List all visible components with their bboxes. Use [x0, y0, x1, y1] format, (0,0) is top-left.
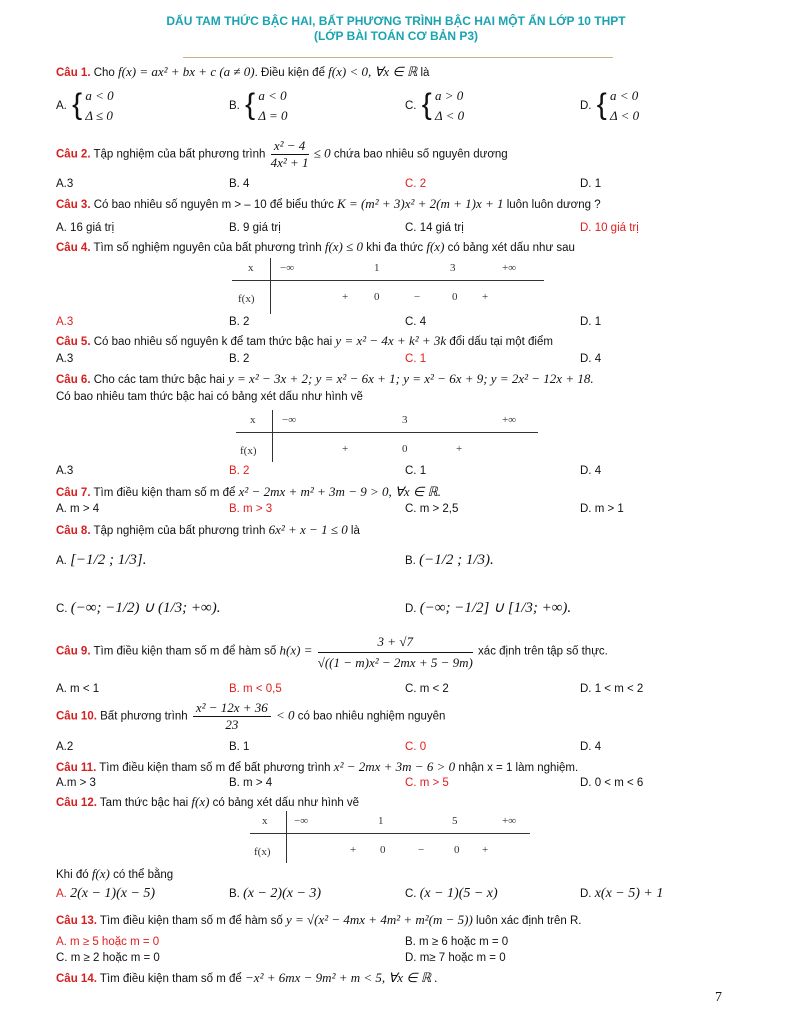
question-14: Câu 14. Tìm điều kiện tham số m để −x² + 6mx − 9m² + m < 5, ∀x ∈ ℝ . — [56, 970, 438, 985]
q2-option-c-answer[interactable]: C. 2 — [405, 178, 427, 190]
q8-option-b[interactable]: B. (−1/2 ; 1/3). — [405, 552, 494, 568]
q5-option-d[interactable]: D. 4 — [580, 353, 602, 365]
q13-option-d[interactable]: D. m≥ 7 hoặc m = 0 — [405, 952, 506, 964]
q4-option-c[interactable]: C. 4 — [405, 316, 427, 328]
question-8: Câu 8. Tập nghiệm của bất phương trình 6x² + x − 1 ≤ 0 là — [56, 522, 360, 537]
q7-option-b-answer[interactable]: B. m > 3 — [229, 503, 273, 515]
q3-option-d-answer[interactable]: D. 10 giá trị — [580, 222, 639, 234]
q2-option-a[interactable]: A.3 — [56, 178, 74, 190]
question-5: Câu 5. Có bao nhiêu số nguyên k để tam thức bậc hai y = x² − 4x + k² + 3k đổi dấu tại một điểm — [56, 333, 553, 348]
question-6-line2: Có bao nhiêu tam thức bậc hai có bảng xét dấu như hình vẽ — [56, 391, 363, 403]
question-10: Câu 10. Bất phương trình $\frac{\text{x² − 12x + 36}}{23}$ < 0 có bao nhiêu nghiệm nguyên — [56, 700, 446, 732]
q8-option-c[interactable]: C. (−∞; −1/2) ∪ (1/3; +∞). — [56, 600, 221, 616]
page-number: 7 — [715, 990, 722, 1005]
q3-option-c[interactable]: C. 14 giá trị — [405, 222, 464, 234]
q3-option-a[interactable]: A. 16 giá trị — [56, 222, 115, 234]
q12-option-c[interactable]: C. (x − 1)(5 − x) — [405, 886, 498, 901]
q6-option-b-answer[interactable]: B. 2 — [229, 465, 250, 477]
q11-option-d[interactable]: D. 0 < m < 6 — [580, 777, 644, 789]
q5-option-c-answer[interactable]: C. 1 — [405, 353, 427, 365]
q10-option-a[interactable]: A.2 — [56, 741, 74, 753]
q6-option-c[interactable]: C. 1 — [405, 465, 427, 477]
q11-option-a[interactable]: A.m > 3 — [56, 777, 96, 789]
question-12: Câu 12. Tam thức bậc hai f(x) có bảng xét dấu như hình vẽ — [56, 794, 360, 809]
q9-option-a[interactable]: A. m < 1 — [56, 683, 100, 695]
q7-option-c[interactable]: C. m > 2,5 — [405, 503, 459, 515]
question-4: Câu 4. Tìm số nghiệm nguyên của bất phương trình f(x) ≤ 0 khi đa thức f(x) có bảng xét dấu như sau — [56, 239, 575, 254]
q4-sign-table: x f(x) −∞ 1 3 +∞ + 0 − 0 + — [232, 258, 544, 314]
q4-option-d[interactable]: D. 1 — [580, 316, 602, 328]
q10-option-c-answer[interactable]: C. 0 — [405, 741, 427, 753]
q8-option-a[interactable]: A. [−1/2 ; 1/3]. — [56, 552, 147, 568]
question-1: Câu 1. Cho f(x) = ax² + bx + c (a ≠ 0). Điều kiện để f(x) < 0, ∀x ∈ ℝ là — [56, 64, 430, 79]
q12-sign-table: x f(x) −∞ 1 5 +∞ + 0 − 0 + — [250, 811, 530, 863]
q5-option-a[interactable]: A.3 — [56, 353, 74, 365]
q1-option-d[interactable]: D. { a < 0 Δ < 0 — [580, 88, 640, 123]
q4-option-b[interactable]: B. 2 — [229, 316, 250, 328]
question-7: Câu 7. Tìm điều kiện tham số m để x² − 2mx + m² + 3m − 9 > 0, ∀x ∈ ℝ. — [56, 484, 442, 499]
q9-option-d[interactable]: D. 1 < m < 2 — [580, 683, 644, 695]
q13-option-b[interactable]: B. m ≥ 6 hoặc m = 0 — [405, 936, 509, 948]
header-subtitle: (LỚP BÀI TOÁN CƠ BẢN P3) — [313, 29, 479, 43]
q9-option-c[interactable]: C. m < 2 — [405, 683, 449, 695]
q12-option-a[interactable]: A. 2(x − 1)(x − 5) — [56, 886, 156, 901]
question-13: Câu 13. Tìm điều kiện tham số m để hàm số y = √(x² − 4mx + 4m² + m²(m − 5)) luôn xác định trên R. — [56, 912, 582, 927]
q10-option-b[interactable]: B. 1 — [229, 741, 250, 753]
question-12-line2: Khi đó f(x) có thể bằng — [56, 866, 174, 881]
q1-option-c[interactable]: C. { a > 0 Δ < 0 — [405, 88, 465, 123]
q10-option-d[interactable]: D. 4 — [580, 741, 602, 753]
q4-option-a-answer[interactable]: A.3 — [56, 316, 74, 328]
q3-option-b[interactable]: B. 9 giá trị — [229, 222, 281, 234]
q6-option-d[interactable]: D. 4 — [580, 465, 602, 477]
q7-option-a[interactable]: A. m > 4 — [56, 503, 100, 515]
q13-option-a-answer[interactable]: A. m ≥ 5 hoặc m = 0 — [56, 936, 160, 948]
q9-option-b-answer[interactable]: B. m < 0,5 — [229, 683, 282, 695]
q6-option-a[interactable]: A.3 — [56, 465, 74, 477]
question-11: Câu 11. Tìm điều kiện tham số m để bất phương trình x² − 2mx + 3m − 6 > 0 nhận x = 1 làm nghiệm. — [56, 759, 579, 774]
q12-option-d[interactable]: D. x(x − 5) + 1 — [580, 886, 664, 901]
header-title: DẤU TAM THỨC BẬC HAI, BẤT PHƯƠNG TRÌNH BẬC HAI MỘT ẨN LỚP 10 THPT — [166, 14, 626, 28]
q5-option-b[interactable]: B. 2 — [229, 353, 250, 365]
q8-option-d[interactable]: D. (−∞; −1/2] ∪ [1/3; +∞). — [405, 600, 572, 616]
question-3: Câu 3. Có bao nhiêu số nguyên m > – 10 để biểu thức K = (m² + 3)x² + 2(m + 1)x + 1 luôn luôn dương ? — [56, 196, 601, 211]
q1-option-a[interactable]: A. { a < 0 Δ ≤ 0 — [56, 88, 114, 123]
question-9: Câu 9. Tìm điều kiện tham số m để hàm số h(x) = $\frac{3 + √7}{\text{√((1 − m)x² − 2mx + 5 − 9m)}}$ xác định trên tập số thực. — [56, 634, 608, 670]
q1-option-b[interactable]: B. { a < 0 Δ = 0 — [229, 88, 288, 123]
question-6: Câu 6. Cho các tam thức bậc hai y = x² − 3x + 2; y = x² − 6x + 1; y = x² − 6x + 9; y = 2x² − 12x + 18. — [56, 371, 594, 386]
q7-option-d[interactable]: D. m > 1 — [580, 503, 624, 515]
question-label: Câu 1. — [56, 67, 91, 79]
q2-option-d[interactable]: D. 1 — [580, 178, 602, 190]
q2-option-b[interactable]: B. 4 — [229, 178, 250, 190]
q11-option-b[interactable]: B. m > 4 — [229, 777, 273, 789]
question-2: Câu 2. Tập nghiệm của bất phương trình $\frac{\text{x² − 4}}{\text{4x² + 1}}$ ≤ 0 chứa bao nhiêu số nguyên dương — [56, 138, 508, 170]
q12-option-b[interactable]: B. (x − 2)(x − 3) — [229, 886, 322, 901]
q6-sign-table: x f(x) −∞ 3 +∞ + 0 + — [236, 410, 538, 462]
header-divider — [183, 57, 613, 58]
q13-option-c[interactable]: C. m ≥ 2 hoặc m = 0 — [56, 952, 160, 964]
q11-option-c-answer[interactable]: C. m > 5 — [405, 777, 449, 789]
